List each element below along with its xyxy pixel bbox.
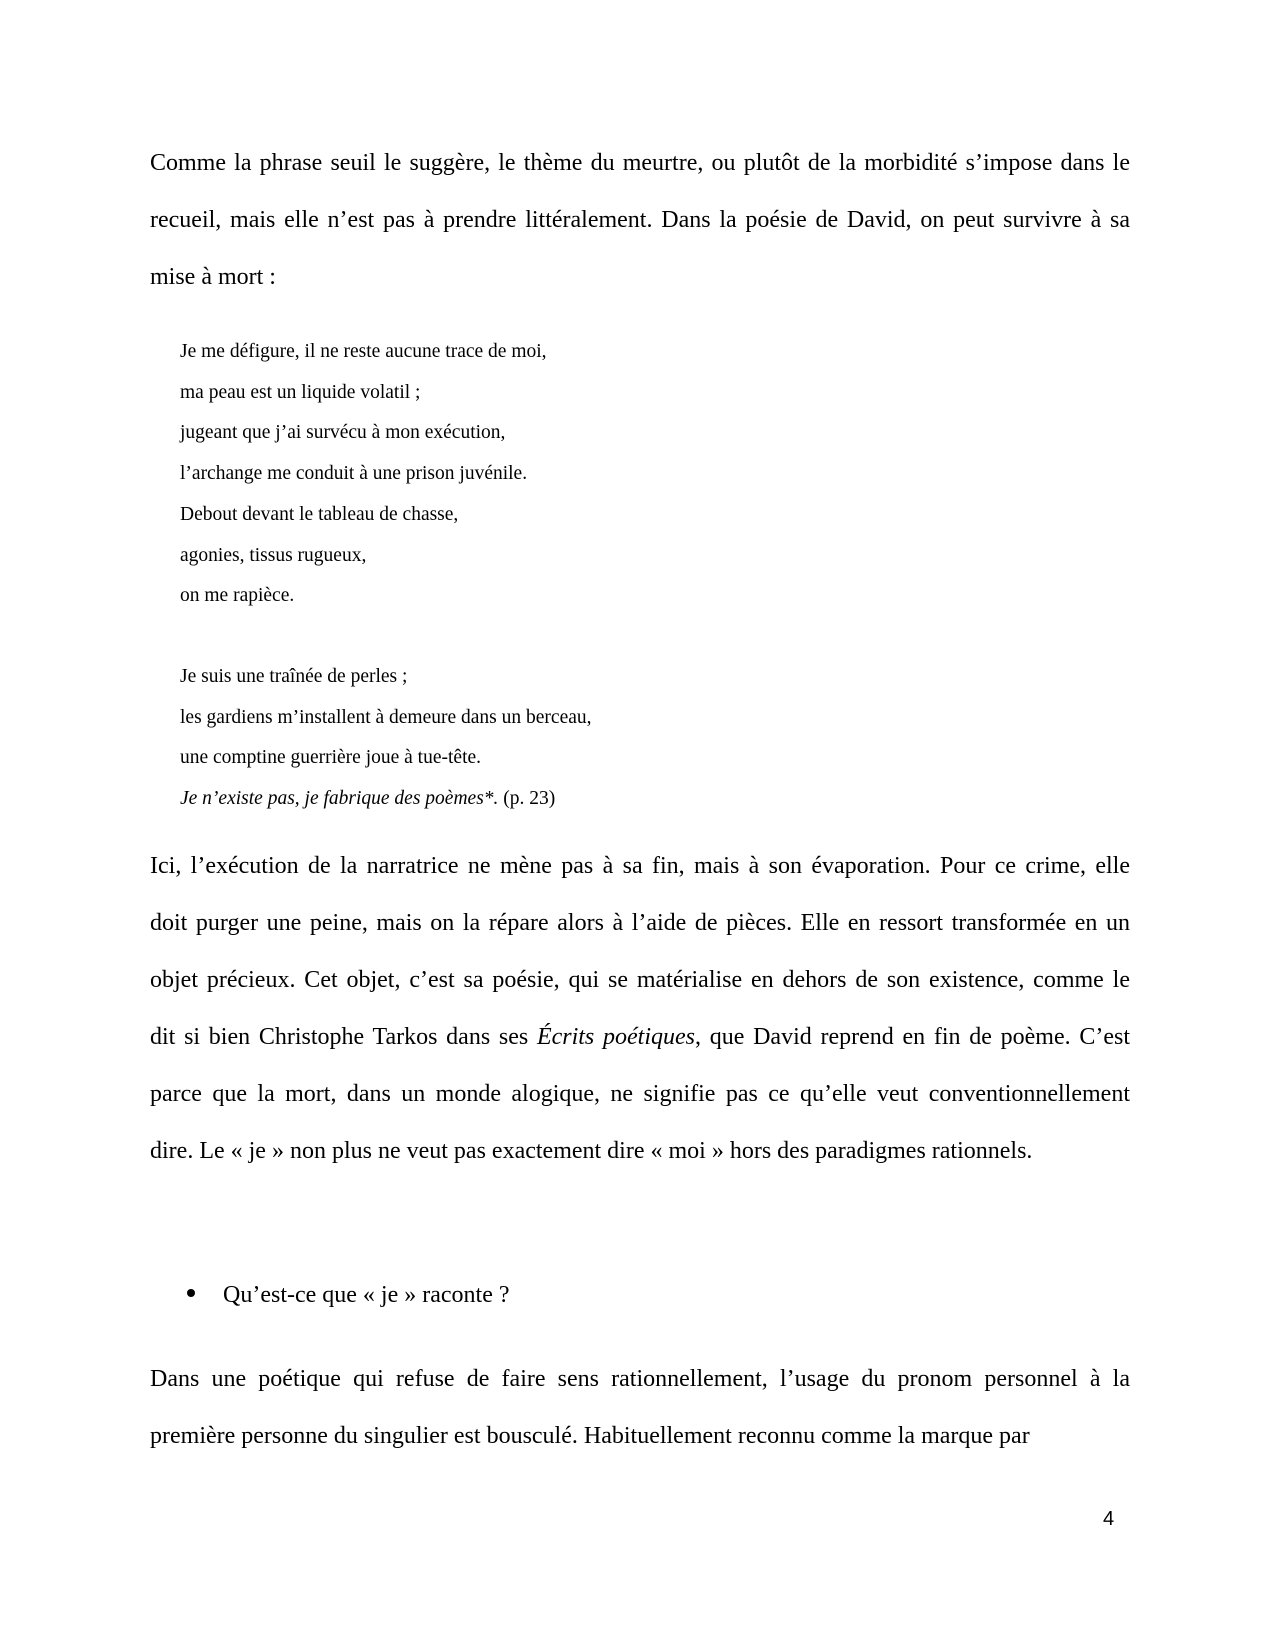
paragraph-line xyxy=(150,1009,1130,1066)
paragraph-pronoun xyxy=(150,1351,1130,1465)
paragraph-line: Dans une poétique qui refuse de faire sens rationnellement, l’usage du pronom personnel à la xyxy=(150,1366,1130,1392)
paragraph-line: recueil, mais elle n’est pas à prendre littéralement. Dans la poésie de David, on peut survivre à sa xyxy=(150,207,1130,233)
paragraph-line: parce que la mort, dans un monde alogique, ne signifie pas ce qu’elle veut conventionnellement xyxy=(150,1081,1130,1107)
line-text: , que David reprend en fin de poème. C’est xyxy=(694,1024,1130,1050)
poem-verse: Je me défigure, il ne reste aucune trace de moi, xyxy=(180,341,547,362)
poem-verse: Debout devant le tableau de chasse, xyxy=(180,503,459,525)
poem-verse: jugeant que j’ai survécu à mon exécution, xyxy=(180,422,506,444)
poem-verse-italic: Je n’existe pas, je fabrique des poèmes*. xyxy=(180,788,499,810)
paragraph-line: première personne du singulier est bousculé. Habituellement reconnu comme la marque par xyxy=(150,1423,1030,1449)
paragraph-intro xyxy=(150,135,1130,306)
paragraph-line: mise à mort : xyxy=(150,264,276,290)
poem-verse: une comptine guerrière joue à tue-tête. xyxy=(180,747,482,769)
poem-verse: les gardiens m’installent à demeure dans un berceau, xyxy=(180,706,592,728)
poem-stanza-2 xyxy=(180,657,592,820)
poem-verse-final xyxy=(180,779,592,820)
paragraph-line: dire. Le « je » non plus ne veut pas exactement dire « moi » hors des paradigmes rationnels. xyxy=(150,1138,1033,1164)
book-title-italic: Écrits poétiques xyxy=(536,1024,695,1050)
poem-stanza-1 xyxy=(180,332,547,617)
paragraph-line: Ici, l’exécution de la narratrice ne mène pas à sa fin, mais à son évaporation. Pour ce crime, elle xyxy=(150,853,1130,879)
poem-verse: agonies, tissus rugueux, xyxy=(180,544,367,566)
page-number: 4 xyxy=(1103,1508,1115,1530)
poem-verse: Je suis une traînée de perles ; xyxy=(180,666,408,687)
poem-verse: ma peau est un liquide volatil ; xyxy=(180,381,421,403)
paragraph-line: Comme la phrase seuil le suggère, le thème du meurtre, ou plutôt de la morbidité s’impose dans le xyxy=(150,150,1130,176)
paragraph-analysis xyxy=(150,838,1130,1180)
bullet-icon xyxy=(187,1289,195,1297)
paragraph-line: doit purger une peine, mais on la répare alors à l’aide de pièces. Elle en ressort transformée en un xyxy=(150,910,1130,936)
paragraph-line: objet précieux. Cet objet, c’est sa poésie, qui se matérialise en dehors de son existence, comme le xyxy=(150,967,1130,993)
section-bullet-heading xyxy=(187,1275,510,1315)
line-text: dit si bien Christophe Tarkos dans ses xyxy=(150,1024,537,1050)
poem-citation: (p. 23) xyxy=(498,788,556,810)
poem-verse: on me rapièce. xyxy=(180,585,295,607)
poem-verse: l’archange me conduit à une prison juvénile. xyxy=(180,463,528,485)
bullet-text: Qu’est-ce que « je » raconte ? xyxy=(223,1282,510,1308)
